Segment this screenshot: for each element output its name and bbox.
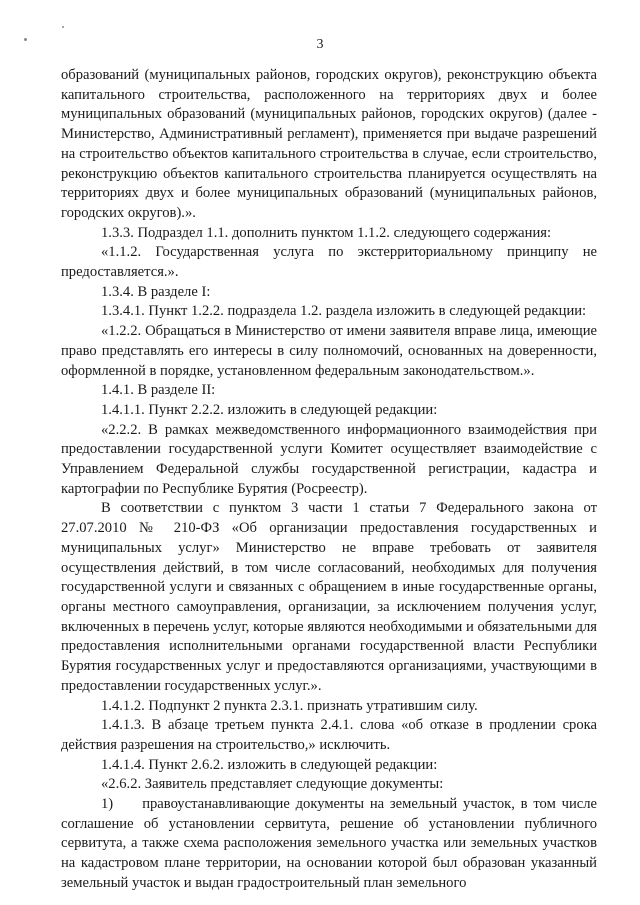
paragraph: «2.2.2. В рамках межведомственного информационного взаимодействия при предоставлении государственной услуги Комитет осуществляет взаимодействие с Управлением Федеральной службы государственной регистрации, кадастра и картографии по Республике Бурятия (Росреестр). <box>61 421 597 497</box>
paragraph: 1.4.1.1. Пункт 2.2.2. изложить в следующей редакции: <box>101 401 438 418</box>
paragraph: 1.3.3. Подраздел 1.1. дополнить пунктом 1.1.2. следующего содержания: <box>101 224 552 241</box>
paragraph: 1.3.4.1. Пункт 1.2.2. подраздела 1.2. раздела изложить в следующей редакции: <box>101 303 587 320</box>
paragraph: 1.4.1.4. Пункт 2.6.2. изложить в следующей редакции: <box>101 756 438 773</box>
page-number: 3 <box>316 37 324 52</box>
paragraph: образований (муниципальных районов, городских округов), реконструкцию объекта капитального строительства, расположенного на территориях двух и более муниципальных образований (муниципальных районов, городских округов) (далее - Министерство, Административный регламент), применяется при выдаче разрешений на строительство объектов капитального строительства в случае, если строительство, реконструкцию объектов капитального строительства планируется осуществлять на территориях двух и более муниципальных образований (муниципальных районов, городских округов).». <box>61 67 597 221</box>
paragraph: 1.4.1. В разделе II: <box>101 382 216 399</box>
paragraph: В соответствии с пунктом 3 части 1 статьи 7 Федерального закона от 27.07.2010 № 210-ФЗ «Об организации предоставления государственных и муниципальных услуг» Министерство не вправе требовать от заявителя осуществления действий, в том числе согласований, необходимых для получения государственной услуги и связанных с обращением в иные государственные органы, органы местного самоуправления, организации, за исключением получения услуг, включенных в перечень услуг, которые являются необходимыми и обязательными для предоставления исполнительными органами государственной власти Республики Бурятия государственных услуг и предоставляются организациями, участвующими в предоставлении государственных услуг.». <box>61 500 597 694</box>
paragraph: 1) правоустанавливающие документы на земельный участок, в том числе соглашение об установлении сервитута, решение об установлении публичного сервитута, а также схема расположения земельного участка или земельных участков на кадастровом плане территории, на основании которой был образован указанный земельный участок и выдан градостроительный план земельного <box>61 796 597 891</box>
scan-speck <box>62 26 64 28</box>
paragraph: 1.3.4. В разделе I: <box>101 283 211 300</box>
paragraph: 1.4.1.3. В абзаце третьем пункта 2.4.1. слова «об отказе в продлении срока действия разрешения на строительство,» исключить. <box>61 717 597 753</box>
paragraph: «2.6.2. Заявитель представляет следующие документы: <box>101 776 444 793</box>
paragraph: «1.1.2. Государственная услуга по экстерриториальному принципу не предоставляется.». <box>61 244 597 281</box>
paragraph: «1.2.2. Обращаться в Министерство от имени заявителя вправе лица, имеющие право представлять его интересы в силу полномочий, основанных на доверенности, оформленной в порядке, установленном федеральным законодательством.». <box>61 323 597 379</box>
paragraph: 1.4.1.2. Подпункт 2 пункта 2.3.1. признать утратившим силу. <box>101 697 478 714</box>
document-body <box>61 66 597 894</box>
